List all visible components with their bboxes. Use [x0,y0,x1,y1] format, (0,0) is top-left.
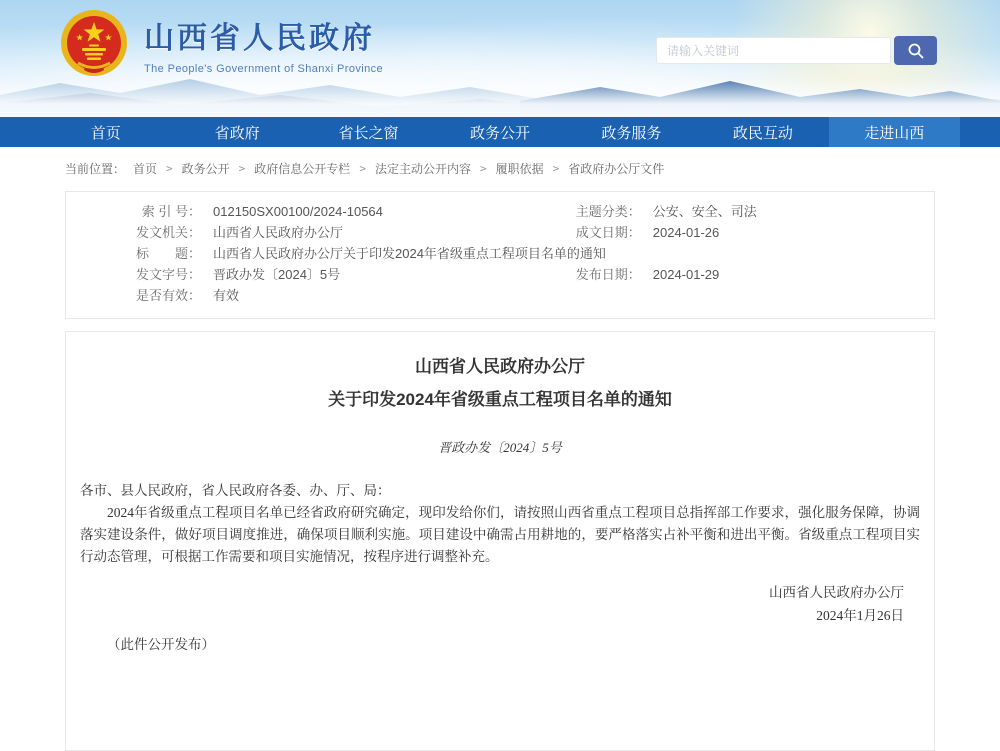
meta-value-validity: 有效 [213,288,240,303]
document-metadata-panel [65,191,935,319]
site-brand [58,8,383,80]
metadata-right-column [561,201,934,306]
meta-row-validity [66,285,561,306]
document-footnote: （此件公开发布） [107,637,215,652]
nav-item-home[interactable]: 首页 [90,124,121,142]
meta-label: 发文机关： [135,225,201,240]
breadcrumb-separator: > [552,162,560,175]
meta-value-publish-date: 2024-01-29 [652,267,720,282]
site-subtitle: The People's Government of Shanxi Province [144,63,384,75]
national-emblem-icon [58,8,130,80]
meta-label: 发文字号： [135,267,201,282]
site-title: 山西省人民政府 [144,22,375,55]
document-body [80,480,920,656]
meta-row-title [66,243,606,264]
breadcrumb-item-home[interactable]: 首页 [133,162,158,176]
document-salutation: 各市、县人民政府，省人民政府各委、办、厅、局： [80,483,391,498]
breadcrumb-item-office-documents[interactable]: 省政府办公厅文件 [568,162,665,176]
document-content-panel [65,331,935,751]
meta-label: 是否有效： [135,288,201,303]
meta-label: 发布日期： [575,267,641,282]
brand-text [144,13,383,75]
meta-label: 成文日期： [575,225,641,240]
meta-row-index-number [66,201,561,222]
search-icon [907,42,925,60]
meta-value-document-number: 晋政办发〔2024〕5号 [213,267,341,282]
meta-value-topic-category: 公安、安全、司法 [652,204,757,219]
breadcrumb-separator: > [359,162,366,175]
signature-date: 2024年1月26日 [816,608,904,623]
meta-value-title: 山西省人民政府办公厅关于印发2024年省级重点工程项目名单的通知 [213,246,606,261]
search-bar [656,37,937,65]
metadata-left-column [66,201,606,306]
meta-value-written-date: 2024-01-26 [652,225,720,240]
document-number: 晋政办发〔2024〕5号 [438,440,562,455]
meta-value-index-number: 012150SX00100/2024-10564 [213,204,383,219]
search-button[interactable] [894,36,937,65]
meta-row-document-number [66,264,561,285]
nav-item-public-interaction[interactable]: 政民互动 [732,124,793,142]
meta-label: 主题分类： [575,204,641,219]
breadcrumb-separator: > [479,162,487,175]
meta-row-publish-date [561,264,934,285]
document-title-line1: 山西省人民政府办公厅 [415,357,585,376]
document-title-line2: 关于印发2024年省级重点工程项目名单的通知 [328,390,672,409]
breadcrumb-item-statutory-content[interactable]: 法定主动公开内容 [374,162,471,176]
meta-row-topic-category [561,201,934,222]
breadcrumb-item-info-column[interactable]: 政府信息公开专栏 [254,162,351,176]
breadcrumb-prefix: 当前位置： [65,162,126,176]
meta-row-issuing-agency [66,222,561,243]
meta-value-issuing-agency: 山西省人民政府办公厅 [213,225,344,240]
search-input[interactable] [656,37,891,64]
nav-item-into-shanxi[interactable]: 走进山西 [829,117,960,147]
nav-item-governor-window[interactable]: 省长之窗 [338,124,399,142]
breadcrumb-item-duty-basis[interactable]: 履职依据 [495,162,544,176]
nav-item-provincial-government[interactable]: 省政府 [214,124,260,142]
header-banner [0,0,1000,117]
document-paragraph: 2024年省级重点工程项目名单已经省政府研究确定，现印发给你们，请按照山西省重点工程项目总指挥部工作要求，强化服务保障，协调落实建设条件，做好项目调度推进，确保项目顺利实施。项目建设中确需占用耕地的，要严格落实占补平衡和进出平衡。省级重点工程项目实行动态管理，可根据工作需要和项目实施情况，按程序进行调整补充。 [80,505,920,564]
breadcrumb-item-disclosure[interactable]: 政务公开 [181,162,230,176]
breadcrumb [65,147,935,187]
meta-row-written-date [561,222,934,243]
breadcrumb-separator: > [166,162,173,175]
cloud-mist-overlay [0,79,1000,117]
main-navigation [0,117,1000,147]
signature-organization: 山西省人民政府办公厅 [769,585,904,600]
document-signature [80,581,920,627]
nav-inner [40,117,960,147]
meta-label: 标 题： [135,246,201,261]
nav-item-gov-services[interactable]: 政务服务 [601,124,662,142]
nav-item-gov-disclosure[interactable]: 政务公开 [469,124,530,142]
meta-label: 索 引 号： [141,204,201,219]
breadcrumb-separator: > [238,162,246,175]
